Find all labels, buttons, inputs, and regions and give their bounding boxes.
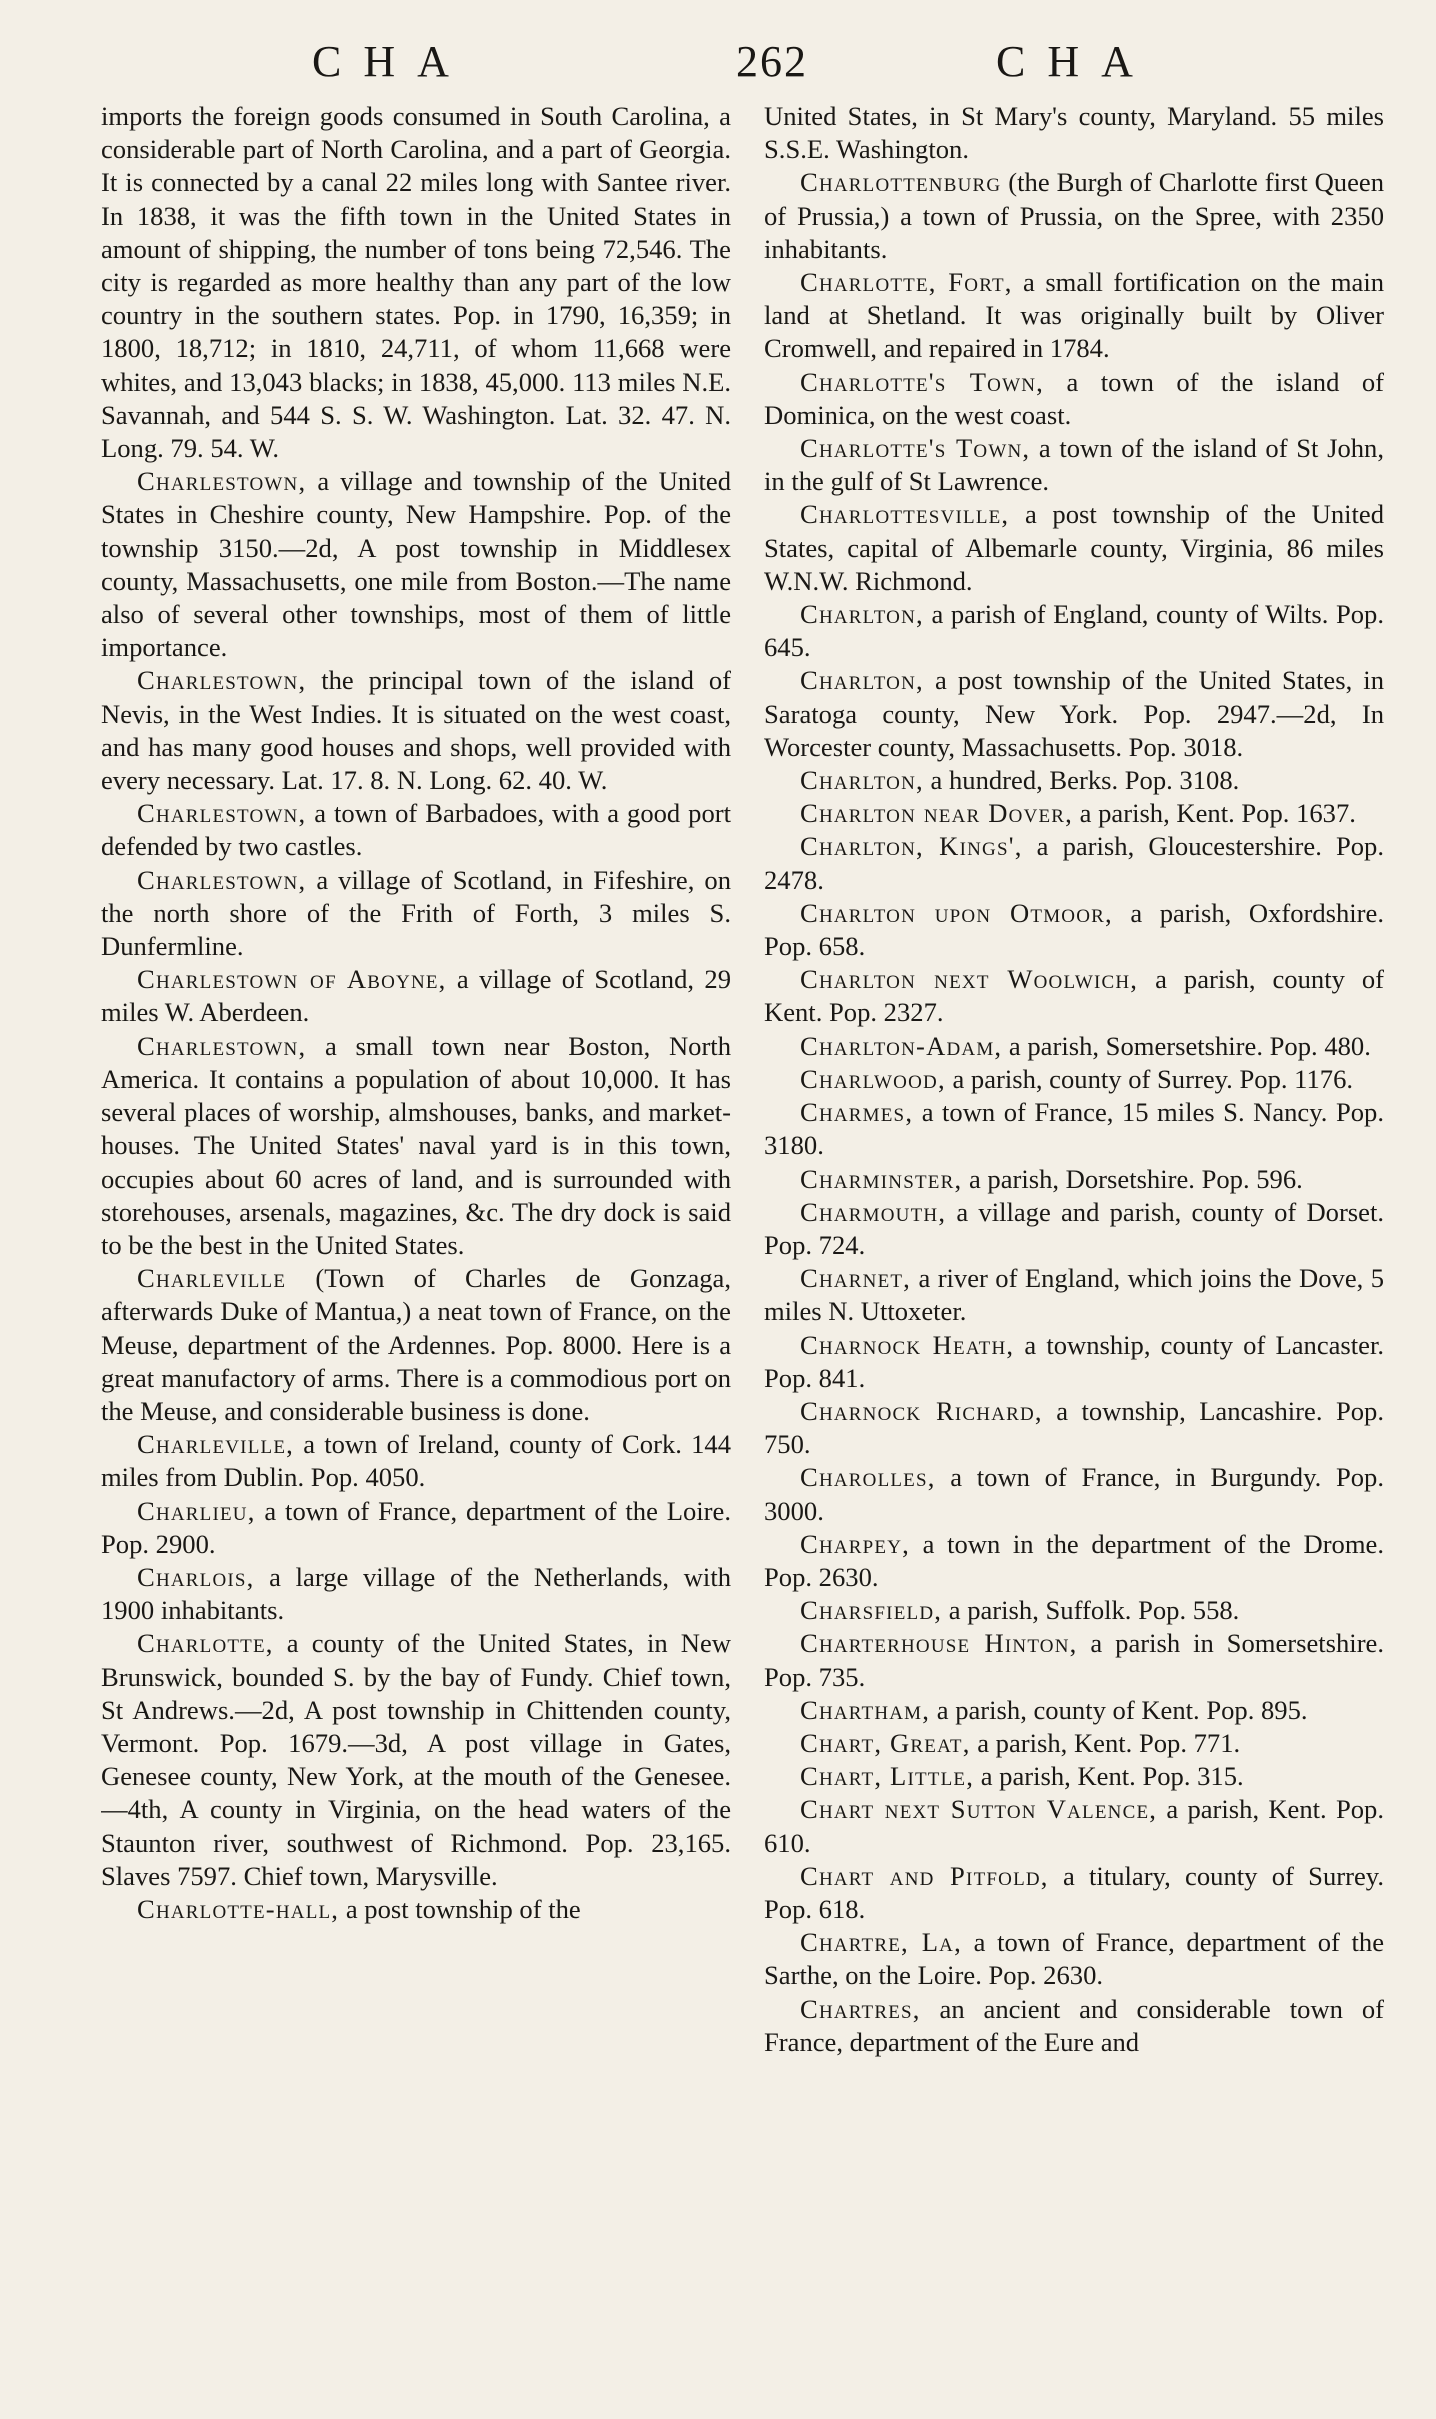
dictionary-entry <box>764 498 1384 598</box>
entry-text: a small fortification on the main land at Shetland. It was originally built by Oliver Cromwell, and repaired in 1784. <box>764 267 1384 364</box>
dictionary-entry <box>101 664 731 797</box>
entry-text: a parish of England, county of Wilts. Pop. 645. <box>764 599 1384 663</box>
entry-text: a township, Lancashire. Pop. 750. <box>764 1395 1384 1460</box>
entry-headword: Chart, Little, <box>800 1761 975 1792</box>
entry-text: imports the foreign goods consumed in South Carolina, a considerable part of North Carolina, and a part of Georgia. It is connected by a canal 22 miles long with Santee river. In 1838, it was the fifth town in the United States in amount of shipping, the number of tons being 72,546. The city is regarded as more healthy than any part of the low country in the southern states. Pop. in 1790, 16,359; in 1800, 18,712; in 1810, 24,711, of whom 11,668 were whites, and 13,043 blacks; in 1838, 45,000. 113 miles N.E. Savannah, and 544 S. S. W. Washington. Lat. 32. 47. N. Long. 79. 54. W. <box>101 101 731 464</box>
dictionary-entry <box>764 1528 1384 1594</box>
entry-text: a village of Scotland, 29 miles W. Aberdeen. <box>101 964 731 1028</box>
entry-text: a post township of the <box>339 1893 581 1924</box>
entry-text: a parish, Gloucestershire. Pop. 2478. <box>764 831 1384 895</box>
page-number: 262 <box>736 37 808 86</box>
dictionary-entry <box>764 1860 1384 1926</box>
dictionary-entry <box>764 1993 1384 2059</box>
entry-headword: Charolles, <box>800 1462 936 1493</box>
dictionary-entry <box>764 1163 1384 1196</box>
entry-headword: Charlton near Dover, <box>800 798 1074 829</box>
dictionary-entry <box>101 1428 731 1494</box>
entry-text: a town of the island of St John, in the gulf of St Lawrence. <box>764 433 1384 497</box>
entry-text: a parish, Kent. Pop. 315. <box>974 1761 1244 1792</box>
entry-headword: Charlton next Woolwich, <box>800 964 1139 995</box>
entry-text: a town of Barbadoes, with a good port defended by two castles. <box>101 798 731 862</box>
entry-headword: Charlton-Adam, <box>800 1030 1003 1061</box>
dictionary-entry <box>101 1893 731 1926</box>
dictionary-entry <box>764 1395 1384 1461</box>
entry-headword: Charpey, <box>800 1528 910 1559</box>
dictionary-entry <box>764 266 1384 366</box>
entry-headword: Charlton, Kings', <box>800 831 1023 862</box>
entry-headword: Charlottesville, <box>800 499 1010 530</box>
dictionary-entry <box>764 1793 1384 1859</box>
entry-text: a parish, Suffolk. Pop. 558. <box>942 1595 1240 1626</box>
entry-headword: Chart next Sutton Valence, <box>800 1794 1158 1825</box>
entry-text: a town of France, department of the Sarthe, on the Loire. Pop. 2630. <box>764 1927 1384 1991</box>
entry-headword: Charlestown, <box>137 1030 307 1061</box>
entry-text: a large village of the Netherlands, with 1900 inhabitants. <box>101 1561 731 1626</box>
dictionary-entry <box>764 1196 1384 1262</box>
entry-text: a town of France, in Burgundy. Pop. 3000. <box>764 1462 1384 1526</box>
entry-headword: Charlestown, <box>137 864 307 895</box>
entry-headword: Charlwood, <box>800 1063 946 1094</box>
entry-headword: Chart, Great, <box>800 1727 971 1758</box>
entry-text: a parish, Dorsetshire. Pop. 596. <box>962 1163 1303 1194</box>
entry-text: a township, county of Lancaster. Pop. 841. <box>764 1329 1384 1393</box>
entry-text: a town of the island of Dominica, on the west coast. <box>764 366 1384 430</box>
dictionary-entry <box>101 1262 731 1428</box>
dictionary-entry <box>764 1627 1384 1693</box>
entry-text: a parish, county of Kent. Pop. 895. <box>930 1694 1308 1725</box>
entry-text: the principal town of the island of Nevis, in the West Indies. It is situated on the west coast, and has many good houses and shops, well provided with every necessary. Lat. 17. 8. N. Long. 62. 40. W. <box>101 665 731 796</box>
entry-headword: Charlton upon Otmoor, <box>800 897 1113 928</box>
entry-text: a town of Ireland, county of Cork. 144 miles from Dublin. Pop. 4050. <box>101 1429 731 1493</box>
dictionary-entry <box>764 764 1384 797</box>
entry-headword: Charnock Heath, <box>800 1329 1015 1360</box>
running-header <box>0 36 1436 92</box>
dictionary-entry <box>764 1727 1384 1760</box>
entry-headword: Charterhouse Hinton, <box>800 1628 1078 1659</box>
dictionary-entry <box>764 1329 1384 1395</box>
entry-headword: Charlton, <box>800 599 924 630</box>
entry-headword: Charlois, <box>137 1561 255 1592</box>
entry-headword: Charlotte's Town, <box>800 433 1031 464</box>
dictionary-entry <box>101 1495 731 1561</box>
entry-text: a county of the United States, in New Brunswick, bounded S. by the bay of Fundy. Chief town, St Andrews.—2d, A post township in Chittenden county, Vermont. Pop. 1679.—3d, A post village in Gates, Genesee county, New York, at the mouth of the Genesee.—4th, A county in Virginia, on the head waters of the Staunton river, southwest of Richmond. Pop. 23,165. Slaves 7597. Chief town, Marysville. <box>101 1628 731 1891</box>
dictionary-entry <box>101 1030 731 1262</box>
dictionary-entry <box>764 432 1384 498</box>
entry-headword: Charlotte-hall, <box>137 1893 340 1924</box>
header-right-guide-word: CHA <box>996 37 1155 86</box>
entry-headword: Charlestown, <box>137 798 307 829</box>
entry-headword: Charmouth, <box>800 1196 947 1227</box>
entry-text: a parish, Somersetshire. Pop. 480. <box>1002 1030 1371 1061</box>
dictionary-entry <box>764 100 1384 166</box>
entry-text: a parish, Kent. Pop. 771. <box>970 1727 1241 1758</box>
dictionary-entry <box>764 1262 1384 1328</box>
entry-headword: Charlottenburg <box>800 167 1002 198</box>
entry-text: a parish, Kent. Pop. 1637. <box>1073 798 1356 829</box>
entry-text: a river of England, which joins the Dove, 5 miles N. Uttoxeter. <box>764 1263 1384 1327</box>
dictionary-entry <box>764 1594 1384 1627</box>
left-text-column <box>101 100 731 2400</box>
dictionary-entry <box>764 830 1384 896</box>
dictionary-entry <box>101 100 731 465</box>
dictionary-entry <box>764 598 1384 664</box>
dictionary-entry <box>764 1096 1384 1162</box>
dictionary-entry <box>764 366 1384 432</box>
entry-text: an ancient and considerable town of France, department of the Eure and <box>764 1993 1384 2057</box>
entry-headword: Charlestown, <box>137 665 307 696</box>
entry-text: a post township of the United States, capital of Albemarle county, Virginia, 86 miles W.N.W. Richmond. <box>764 499 1384 596</box>
entry-text: a town in the department of the Drome. Pop. 2630. <box>764 1528 1384 1592</box>
dictionary-entry <box>101 864 731 964</box>
dictionary-entry <box>764 1926 1384 1992</box>
entry-headword: Charleville, <box>137 1429 294 1460</box>
entry-text: a small town near Boston, North America. It contains a population of about 10,000. It has several places of worship, almshouses, banks, and market-houses. The United States' naval yard is in this town, occupies about 60 acres of land, and is surrounded with storehouses, arsenals, magazines, &c. The dry dock is said to be the best in the United States. <box>101 1030 731 1260</box>
entry-headword: Chartham, <box>800 1694 931 1725</box>
entry-headword: Charlotte, <box>137 1628 274 1659</box>
header-left-guide-word: CHA <box>312 37 471 86</box>
entry-text: United States, in St Mary's county, Maryland. 55 miles S.S.E. Washington. <box>764 101 1384 165</box>
entry-headword: Charlotte's Town, <box>800 366 1044 397</box>
entry-text: a titulary, county of Surrey. Pop. 618. <box>764 1860 1384 1924</box>
entry-text: a parish, Oxfordshire. Pop. 658. <box>764 897 1384 962</box>
entry-headword: Charnock Richard, <box>800 1395 1043 1426</box>
entry-text: a village of Scotland, in Fifeshire, on the north shore of the Frith of Forth, 3 miles S. Dunfermline. <box>101 864 731 962</box>
entry-text: a town of France, department of the Loire. Pop. 2900. <box>101 1495 731 1559</box>
dictionary-entry <box>764 897 1384 963</box>
entry-text: a town of France, 15 miles S. Nancy. Pop. 3180. <box>764 1097 1384 1161</box>
entry-headword: Chart and Pitfold, <box>800 1860 1049 1891</box>
dictionary-entry <box>101 1627 731 1893</box>
entry-text: a parish in Somersetshire. Pop. 735. <box>764 1628 1384 1692</box>
dictionary-entry <box>764 797 1384 830</box>
dictionary-entry <box>101 1561 731 1627</box>
dictionary-entry <box>764 1760 1384 1793</box>
entry-text: a hundred, Berks. Pop. 3108. <box>923 765 1240 796</box>
dictionary-entry <box>101 797 731 863</box>
entry-text: a village and township of the United States in Cheshire county, New Hampshire. Pop. of the township 3150.—2d, A post township in Middlesex county, Massachusetts, one mile from Boston.—The name also of several other townships, most of them of little importance. <box>101 466 731 663</box>
entry-headword: Chartres, <box>800 1993 921 2024</box>
entry-headword: Charsfield, <box>800 1595 943 1626</box>
dictionary-entry <box>764 1030 1384 1063</box>
entry-text: a village and parish, county of Dorset. Pop. 724. <box>764 1196 1384 1260</box>
entry-headword: Charlestown of Aboyne, <box>137 964 447 995</box>
entry-text: a post township of the United States, in Saratoga county, New York. Pop. 2947.—2d, In Worcester county, Massachusetts. Pop. 3018. <box>764 665 1384 762</box>
dictionary-entry <box>764 963 1384 1029</box>
right-text-column <box>764 100 1384 2400</box>
entry-headword: Charnet, <box>800 1263 912 1294</box>
entry-text: a parish, Kent. Pop. 610. <box>764 1794 1384 1858</box>
entry-headword: Chartre, La, <box>800 1927 962 1958</box>
entry-headword: Charlton, <box>800 765 924 796</box>
entry-text: (Town of Charles de Gonzaga, afterwards Duke of Mantua,) a neat town of France, on the Meuse, department of the Ardennes. Pop. 8000. Here is a great manufactory of arms. There is a commodious port on the Meuse, and considerable business is done. <box>101 1263 731 1426</box>
entry-headword: Charminster, <box>800 1163 963 1194</box>
entry-text: (the Burgh of Charlotte first Queen of Prussia,) a town of Prussia, on the Spree, with 2350 inhabitants. <box>764 167 1384 264</box>
entry-headword: Charlieu, <box>137 1495 256 1526</box>
entry-headword: Charmes, <box>800 1097 914 1128</box>
entry-headword: Charlestown, <box>137 466 307 497</box>
dictionary-entry <box>101 963 731 1029</box>
dictionary-entry <box>764 664 1384 764</box>
entry-headword: Charleville <box>137 1263 287 1294</box>
entry-headword: Charlton, <box>800 665 924 696</box>
dictionary-entry <box>764 166 1384 266</box>
entry-headword: Charlotte, Fort, <box>800 267 1013 298</box>
entry-text: a parish, county of Surrey. Pop. 1176. <box>945 1063 1354 1094</box>
entry-text: a parish, county of Kent. Pop. 2327. <box>764 964 1384 1028</box>
dictionary-entry <box>101 465 731 664</box>
dictionary-entry <box>764 1063 1384 1096</box>
dictionary-entry <box>764 1461 1384 1527</box>
dictionary-entry <box>764 1694 1384 1727</box>
